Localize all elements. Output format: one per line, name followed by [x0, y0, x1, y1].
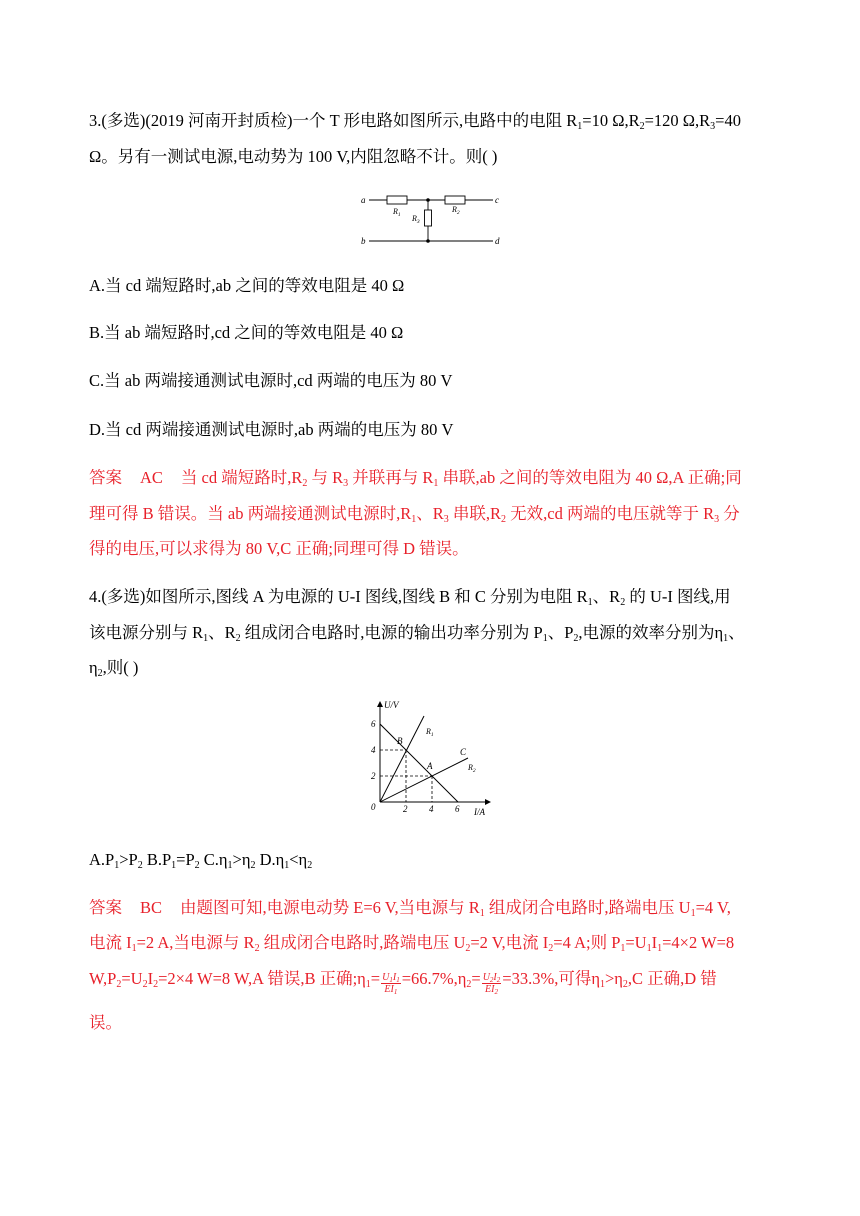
q4-answer-line1: 答案 BC 由题图可知,电源电动势 E=6 V,当电源与 $R_1$ 组成闭合电路时,路端电压 $U_1=4$ V,: [89, 898, 731, 919]
efficiency-fraction-2: $\frac{U_2I_2}{EI_2}$: [482, 972, 501, 996]
q3-option-c: C.当 ab 两端接通测试电源时,cd 两端的电压为 80 V: [89, 371, 453, 390]
q3-answer-line2: 理可得 B 错误。当 ab 两端接通测试电源时$,R_1$、$R_3$ 串联$,R_2$ 无效,cd 两端的电压就等于 $R_3$ 分: [89, 504, 740, 525]
y-axis-label: U/V: [384, 700, 399, 710]
q4-answer-line3: $W,P_2=U_2I_2=2\times 4$ W=8 W,A 错误,B 正确$;\eta_1=$ $\frac{U_1I_1}{EI_1}$ $=66.7\%,\eta_2=$ $\frac{U_2I_2}{EI_2}$ =33.3%,可得$\eta_1>\eta_2,C$ 正确,D 错: [89, 969, 717, 996]
y-tick-2: 2: [371, 771, 376, 781]
origin-label: 0: [371, 802, 376, 812]
q3-answer-line3: 得的电压,可以求得为 80 V,C 正确;同理可得 D 错误。: [89, 539, 469, 558]
line-c-r2: [380, 758, 468, 802]
q4-stem-line3: $\eta_2$,则( ): [89, 658, 139, 679]
x-tick-4: 4: [429, 804, 434, 814]
label-r3: $R_3$: [412, 214, 420, 225]
q3-stem-line2: Ω。另有一测试电源,电动势为 100 V,内阻忽略不计。则( ): [89, 147, 498, 166]
point-b-label: B: [397, 736, 403, 746]
q4-answer-line4: 误。: [89, 1013, 122, 1032]
q3-answer-line1: 答案 AC 当 cd 端短路时$,R_2$ 与 $R_3$ 并联再与 $R_1$ 串联,ab 之间的等效电阻为 40 Ω,A 正确;同: [89, 468, 742, 489]
q4-stem-line2: 该电源分别与 $R_1$、$R_2$ 组成闭合电路时,电源的输出功率分别为 $P_1$、$P_2$,电源的效率分别为$\eta_1$、: [89, 623, 745, 644]
efficiency-fraction-1: $\frac{U_1I_1}{EI_1}$: [382, 972, 400, 996]
t-circuit-diagram: [355, 188, 510, 250]
x-axis-label: I/A: [474, 807, 485, 817]
terminal-c: c: [495, 195, 499, 205]
label-r2: $R_2$: [452, 205, 460, 216]
label-r1: $R_1$: [393, 207, 401, 218]
r2-label: $R_2$: [468, 763, 476, 774]
terminal-b: b: [361, 236, 366, 246]
q4-options: $A.P_1>P_2$ $B.P_1=P_2$ $C.\eta_1>\eta_2$ $D.\eta_1<\eta_2$: [89, 850, 313, 871]
y-tick-6: 6: [371, 719, 376, 729]
q4-answer-line2: 电流 $I_1=2$ A,当电源与 $R_2$ 组成闭合电路时,路端电压 $U_2=2$ V,电流 $I_2=4$ A;则 $P_1=U_1I_1=4\times 2$ W=8: [89, 933, 735, 954]
y-tick-4: 4: [371, 745, 376, 755]
x-tick-2: 2: [403, 804, 408, 814]
terminal-d: d: [495, 236, 500, 246]
q4-stem-line1: 4.(多选)如图所示,图线 A 为电源的 U-I 图线,图线 B 和 C 分别为电阻 $R_1$、$R_2$ 的 U-I 图线,用: [89, 587, 731, 608]
point-a-label: A: [427, 761, 433, 771]
r1-label: $R_1$: [426, 727, 434, 738]
q3-option-a: A.当 cd 端短路时,ab 之间的等效电阻是 40 Ω: [89, 276, 405, 295]
line-b-r1: [380, 716, 424, 802]
x-tick-6: 6: [455, 804, 460, 814]
q3-option-b: B.当 ab 端短路时,cd 之间的等效电阻是 40 Ω: [89, 323, 404, 342]
terminal-a: a: [361, 195, 366, 205]
q3-stem-line1: 3.(多选)(2019 河南开封质检)一个 T 形电路如图所示,电路中的电阻 $R_1=10$ $\Omega,R_2=120$ $\Omega,R_3=40$: [89, 111, 741, 132]
line-a-source: [380, 724, 458, 802]
line-c-label: C: [460, 747, 467, 757]
q3-option-d: D.当 cd 两端接通测试电源时,ab 两端的电压为 80 V: [89, 420, 454, 439]
u-i-graph: [362, 696, 502, 820]
